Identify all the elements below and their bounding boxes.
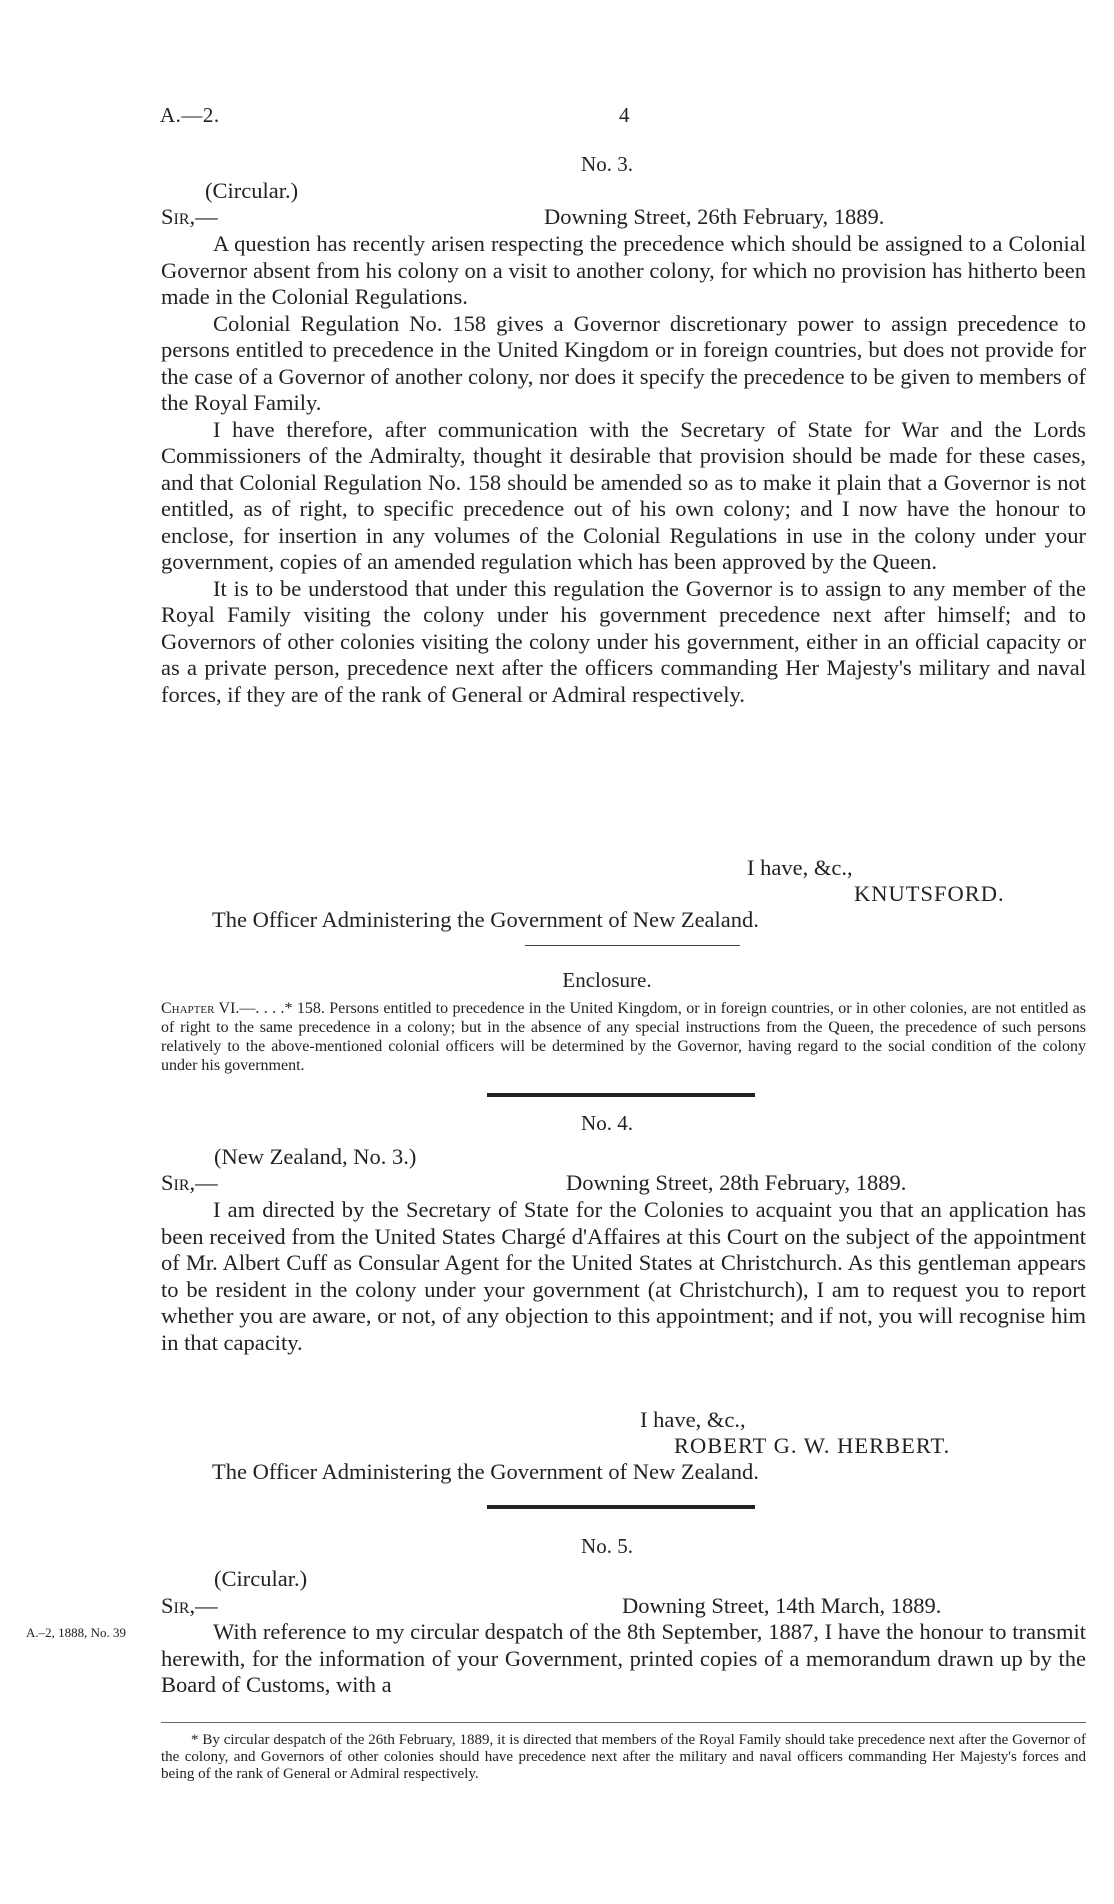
letter-5-paragraph: With reference to my circular despatch of the 8th September, 1887, I have the honour to transmit herewith, for the information of your Government, printed copies of a memorandum drawn up by the Board of Customs, with a (161, 1619, 1086, 1697)
letter-4-address-date: Downing Street, 28th February, 1889. (566, 1170, 907, 1195)
enclosure-text: Persons entitled to precedence in the United Kingdom, or in foreign countries, or in other colonies, are not entitled as of right to the same precedence in a colony; but in the absence of any special instructions from the Queen, the precedence of such persons relatively to the above-mentioned colonial officers will be determined by the Governor, having regard to the social condition of the colony under his government. (161, 1000, 1087, 1074)
letter-4-paragraph: I am directed by the Secretary of State for the Colonies to acquaint you that an application has been received from the United States Chargé d'Affaires at this Court on the subject of the appointment of Mr. Albert Cuff as Consular Agent for the United States at Christchurch. As this gentleman appears to be resident in the colony under your government (at Christchurch), I am to request you to report whether you are aware, or not, of any objection to this appointment; and if not, you will recognise him in that capacity. (161, 1197, 1086, 1355)
letter-4-signature: ROBERT G. W. HERBERT. (674, 1433, 951, 1458)
letter-3-addressee: The Officer Administering the Government of New Zealand. (212, 907, 759, 932)
enclosure-chapter-ref: Chapter VI.—. . . .* 158. (161, 1000, 325, 1017)
letter-3-paragraph: It is to be understood that under this regulation the Governor is to assign to any member of the Royal Family visiting the colony under his government precedence next after himself; and to Governors of other colonies visiting the colony under his government, either in an official capacity or as a private person, precedence next after the officers commanding Her Majesty's military and naval forces, if they are of the rank of General or Admiral respectively. (161, 575, 1086, 707)
letter-5-salutation: Sir,— (161, 1593, 218, 1618)
letter-3-circular-label: (Circular.) (205, 178, 299, 203)
letter-3-paragraph: I have therefore, after communication with the Secretary of State for War and the Lords Commissioners of the Admiralty, thought it desirable that provision should be made for these cases, and that Colonial Regulation No. 158 should be amended so as to make it plain that a Governor is not entitled, as of right, to specific precedence out of his own colony; and I now have the honour to enclose, for insertion in any volumes of the Colonial Regulations in use in the colony under your government, copies of an amended regulation which has been approved by the Queen. (161, 416, 1086, 574)
letter-3-salutation: Sir,— (161, 204, 218, 229)
letter-4-salutation: Sir,— (161, 1170, 218, 1195)
enclosure-title: Enclosure. (562, 968, 652, 992)
letter-3-signature: KNUTSFORD. (854, 881, 1005, 906)
letter-divider (487, 1093, 755, 1097)
page-number: 4 (619, 103, 630, 127)
footnote-text: * By circular despatch of the 26th February, 1889, it is directed that members of the Royal Family should take precedence next after the Governor of the colony, and Governors of other colonies should have precedence next after the military and naval officers commanding Her Majesty's forces and being of the rank of General or Admiral respectively. (161, 1732, 1086, 1782)
letter-4-body (161, 1197, 1086, 1356)
letter-5-body (161, 1619, 1086, 1699)
footnote-divider (161, 1722, 1086, 1723)
letter-4-number: No. 4. (581, 1111, 633, 1135)
footnote (161, 1732, 1086, 1783)
letter-3-number: No. 3. (581, 152, 633, 176)
letter-4-reference: (New Zealand, No. 3.) (214, 1144, 417, 1169)
section-divider (525, 945, 740, 946)
document-reference: A.—2. (160, 103, 220, 127)
letter-4-addressee: The Officer Administering the Government of New Zealand. (212, 1459, 759, 1484)
letter-5-circular-label: (Circular.) (214, 1566, 308, 1591)
letter-4-closing: I have, &c., (640, 1407, 746, 1432)
letter-3-paragraph: Colonial Regulation No. 158 gives a Governor discretionary power to assign precedence to persons entitled to precedence in the United Kingdom or in foreign countries, but does not provide for the case of a Governor of another colony, nor does it specify the precedence to be given to members of the Royal Family. (161, 310, 1086, 415)
enclosure-body (161, 999, 1086, 1075)
letter-divider (487, 1505, 755, 1509)
letter-3-address-date: Downing Street, 26th February, 1889. (544, 204, 885, 229)
letter-5-number: No. 5. (581, 1534, 633, 1558)
letter-3-closing: I have, &c., (747, 855, 853, 880)
letter-5-address-date: Downing Street, 14th March, 1889. (622, 1593, 942, 1618)
letter-3-body (161, 231, 1086, 708)
letter-3-paragraph: A question has recently arisen respecting the precedence which should be assigned to a Colonial Governor absent from his colony on a visit to another colony, for which no provision has hitherto been made in the Colonial Regulations. (161, 231, 1086, 309)
margin-reference-note: A.–2, 1888, No. 39 (26, 1625, 127, 1640)
